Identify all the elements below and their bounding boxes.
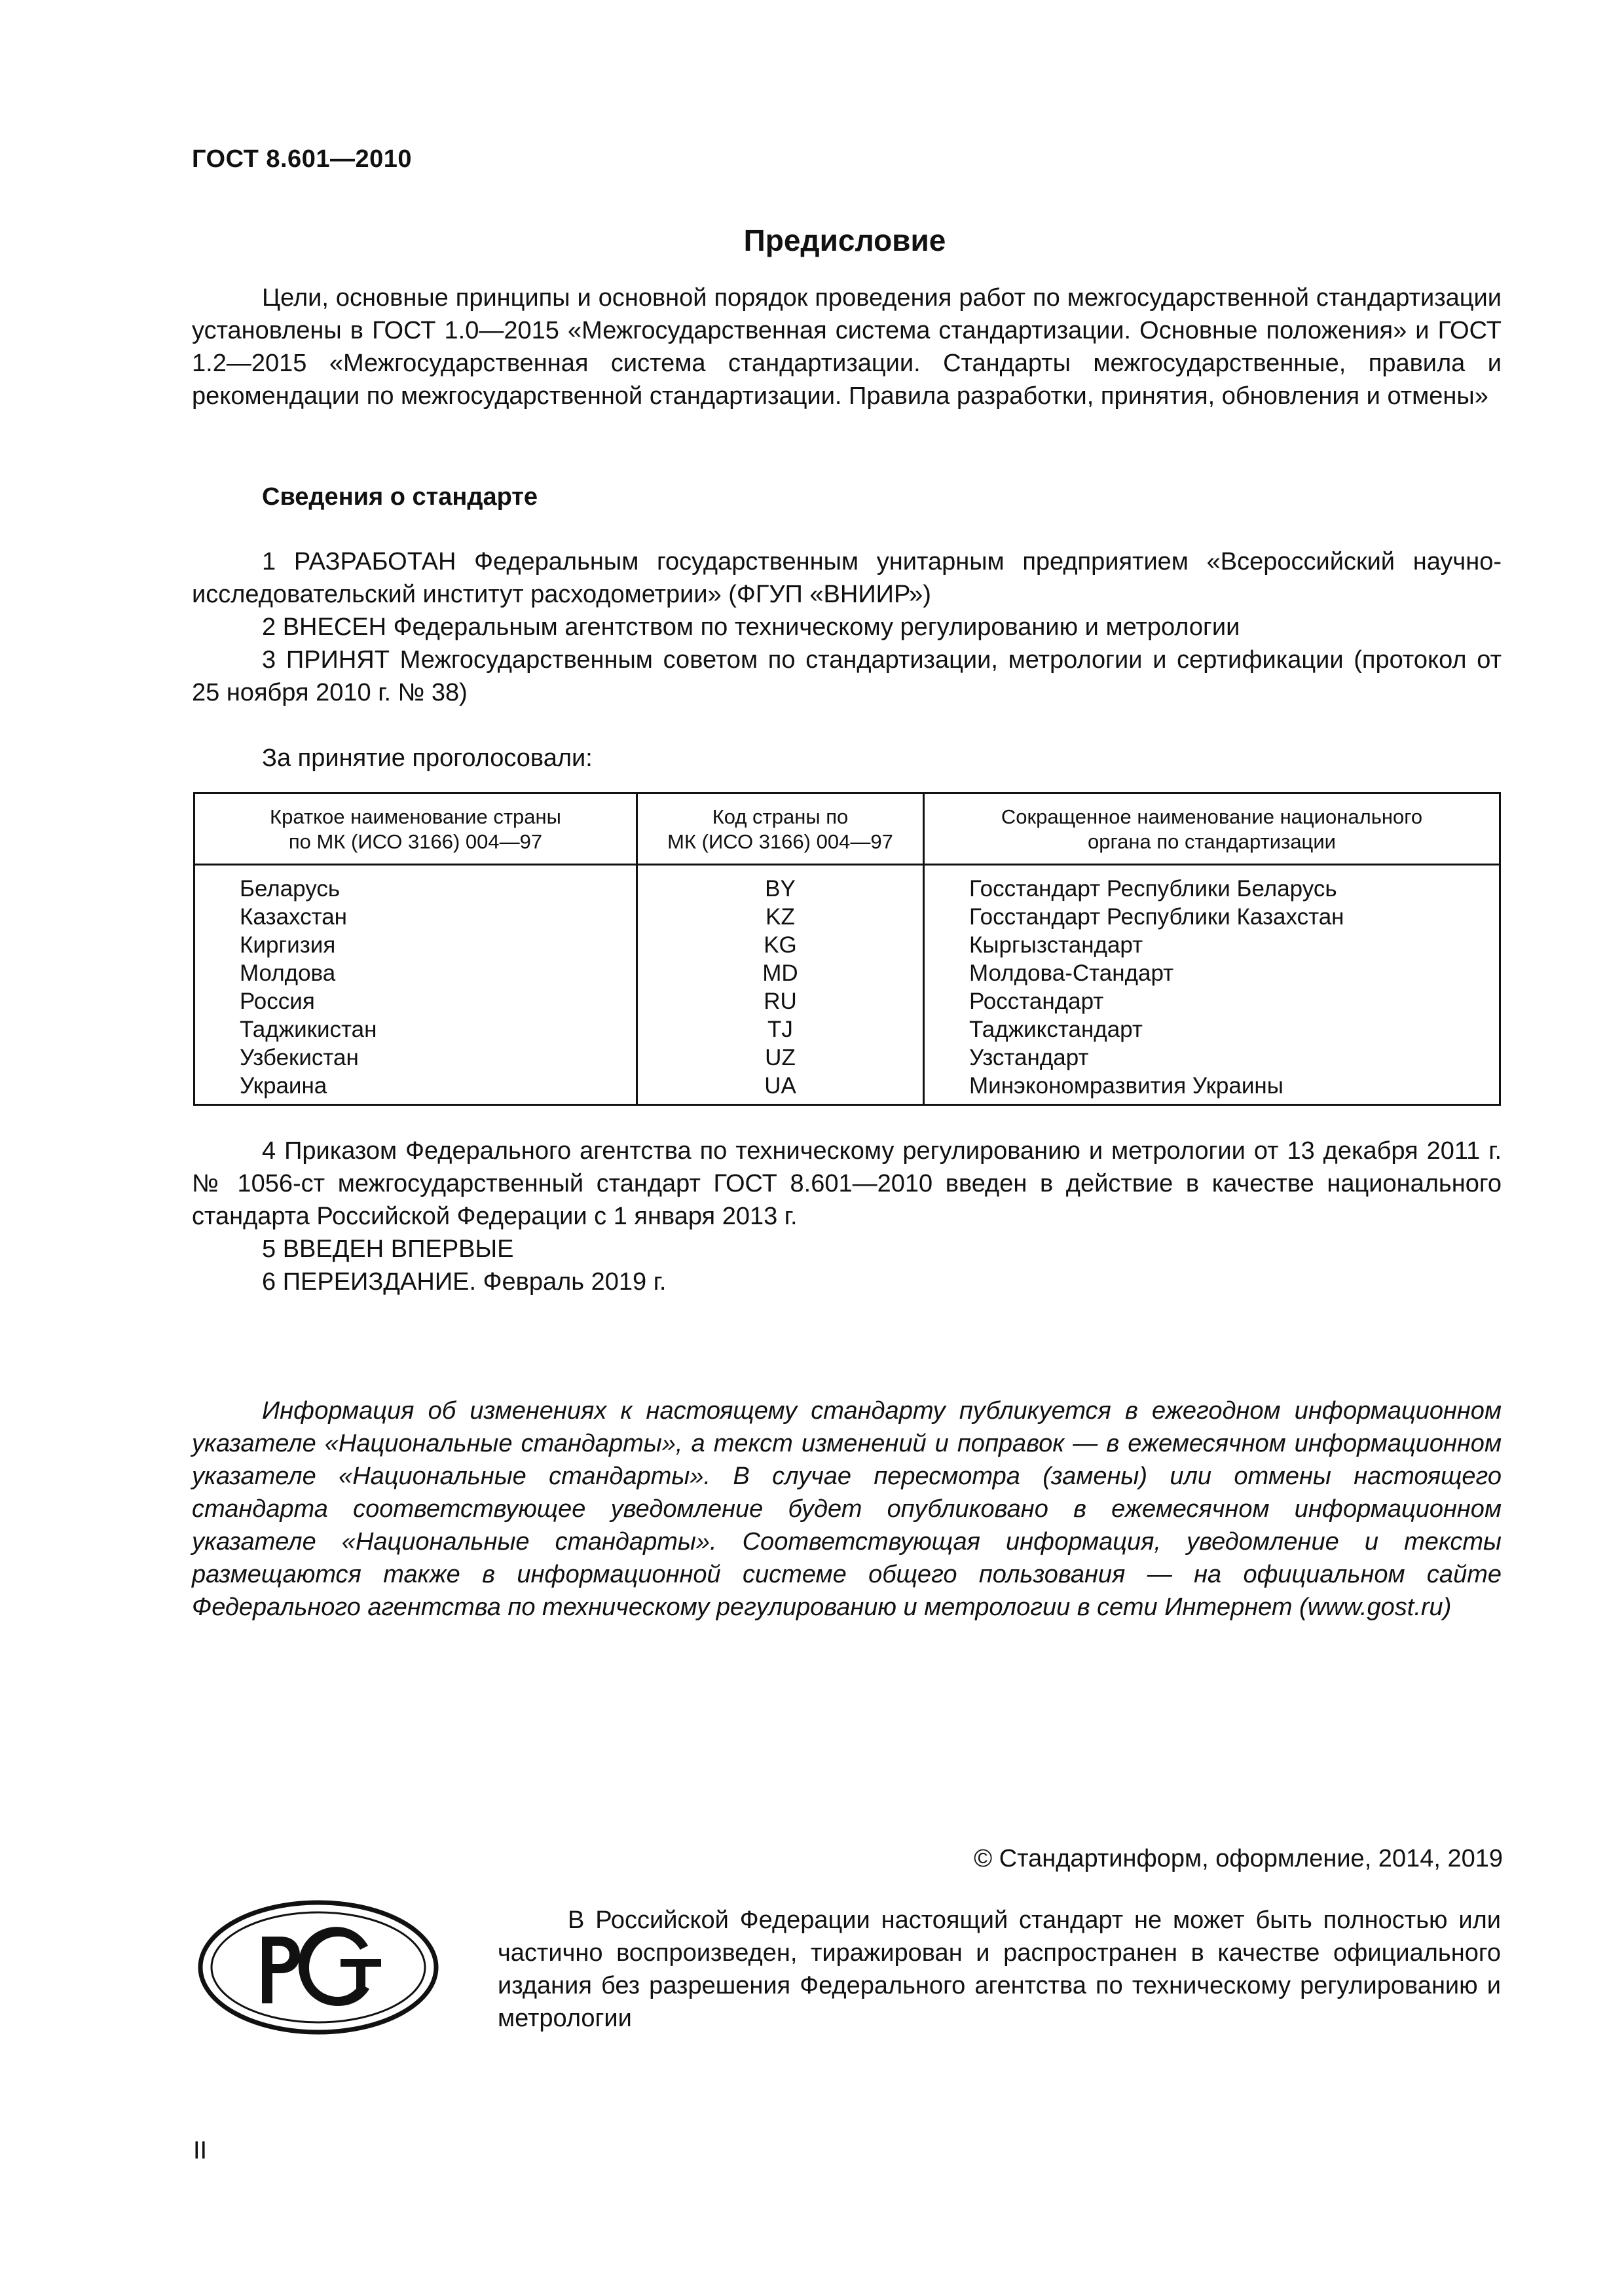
rst-certification-mark-icon [196,1899,440,2036]
table-row [194,865,1500,903]
voted-label: За принятие проголосовали: [262,744,593,772]
country-code: KG [637,931,924,959]
country-name: Узбекистан [194,1044,637,1072]
item-1-developed: 1 РАЗРАБОТАН Федеральным государственным унитарным предприятием «Всероссийский научно-исследовательский институт расходометрии» (ФГУП «ВНИИР») [192,548,1502,608]
standards-body: Минэкономразвития Украины [924,1072,1500,1105]
standards-body: Госстандарт Республики Беларусь [924,865,1500,903]
page-title: Предисловие [743,223,946,257]
standards-body: Молдова-Стандарт [924,959,1500,987]
standards-body: Узстандарт [924,1044,1500,1072]
vote-table-header-row [194,793,1500,865]
country-name: Беларусь [194,865,637,903]
country-name: Таджикистан [194,1015,637,1044]
header-country-code: Код страны по МК (ИСО 3166) 004—97 [637,793,924,865]
table-row [194,1072,1500,1105]
country-code: MD [637,959,924,987]
country-name: Россия [194,987,637,1015]
country-code: UA [637,1072,924,1105]
page-number: II [193,2137,208,2164]
country-name: Молдова [194,959,637,987]
country-name: Киргизия [194,931,637,959]
info-heading: Сведения о стандарте [262,483,538,511]
item-3-adopted: 3 ПРИНЯТ Межгосударственным советом по стандартизации, метрологии и сертификации (протокол от 25 ноября 2010 г. № 38) [192,646,1502,706]
table-row [194,1044,1500,1072]
table-row [194,1015,1500,1044]
item-6-reissue: 6 ПЕРЕИЗДАНИЕ. Февраль 2019 г. [262,1268,667,1296]
item-2-introduced: 2 ВНЕСЕН Федеральным агентством по техническому регулированию и метрологии [262,613,1240,641]
item-4-enacted: 4 Приказом Федерального агентства по техническому регулированию и метрологии от 13 декабря 2011 г. № 1056-ст межгосударственный стандарт ГОСТ 8.601—2010 введен в действие в качестве национального стандарта Российской Федерации с 1 января 2013 г. [192,1137,1502,1230]
intro-paragraph: Цели, основные принципы и основной порядок проведения работ по межгосударственной стандартизации установлены в ГОСТ 1.0—2015 «Межгосударственная система стандартизации. Основные положения» и ГОСТ 1.2—2015 «Межгосударственная система стандартизации. Стандарты межгосударственные, правила и рекомендации по межгосударственной стандартизации. Правила разработки, принятия, обновления и отмены» [192,284,1502,410]
standards-body: Таджикстандарт [924,1015,1500,1044]
standards-body: Росстандарт [924,987,1500,1015]
country-code: BY [637,865,924,903]
vote-table [193,792,1501,1106]
copyright-line: © Стандартинформ, оформление, 2014, 2019 [974,1845,1503,1872]
item-5-first-introduced: 5 ВВЕДЕН ВПЕРВЫЕ [262,1235,514,1263]
country-code: RU [637,987,924,1015]
standards-body: Госстандарт Республики Казахстан [924,903,1500,931]
header-country-name: Краткое наименование страны по МК (ИСО 3166) 004—97 [194,793,637,865]
standards-body: Кыргызстандарт [924,931,1500,959]
table-row [194,903,1500,931]
country-code: KZ [637,903,924,931]
table-row [194,931,1500,959]
country-code: TJ [637,1015,924,1044]
country-name: Украина [194,1072,637,1105]
changes-info-paragraph: Информация об изменениях к настоящему стандарту публикуется в ежегодном информационном указателе «Национальные стандарты», а текст изменений и поправок — в ежемесячном информационном указателе «Национальные стандарты». В случае пересмотра (замены) или отмены настоящего стандарта соответствующее уведомление будет опубликовано в ежемесячном информационном указателе «Национальные стандарты». Соответствующая информация, уведомление и тексты размещаются также в информационной системе общего пользования — на официальном сайте Федерального агентства по техническому регулированию и метрологии в сети Интернет (www.gost.ru) [192,1397,1502,1621]
header-standards-body: Сокращенное наименование национального органа по стандартизации [924,793,1500,865]
country-name: Казахстан [194,903,637,931]
country-code: UZ [637,1044,924,1072]
table-row [194,959,1500,987]
reproduction-notice: В Российской Федерации настоящий стандарт не может быть полностью или частично воспроизведен, тиражирован и распространен в качестве официального издания без разрешения Федерального агентства по техническому регулированию и метрологии [498,1906,1501,2032]
document-header: ГОСТ 8.601—2010 [192,145,412,173]
table-row [194,987,1500,1015]
